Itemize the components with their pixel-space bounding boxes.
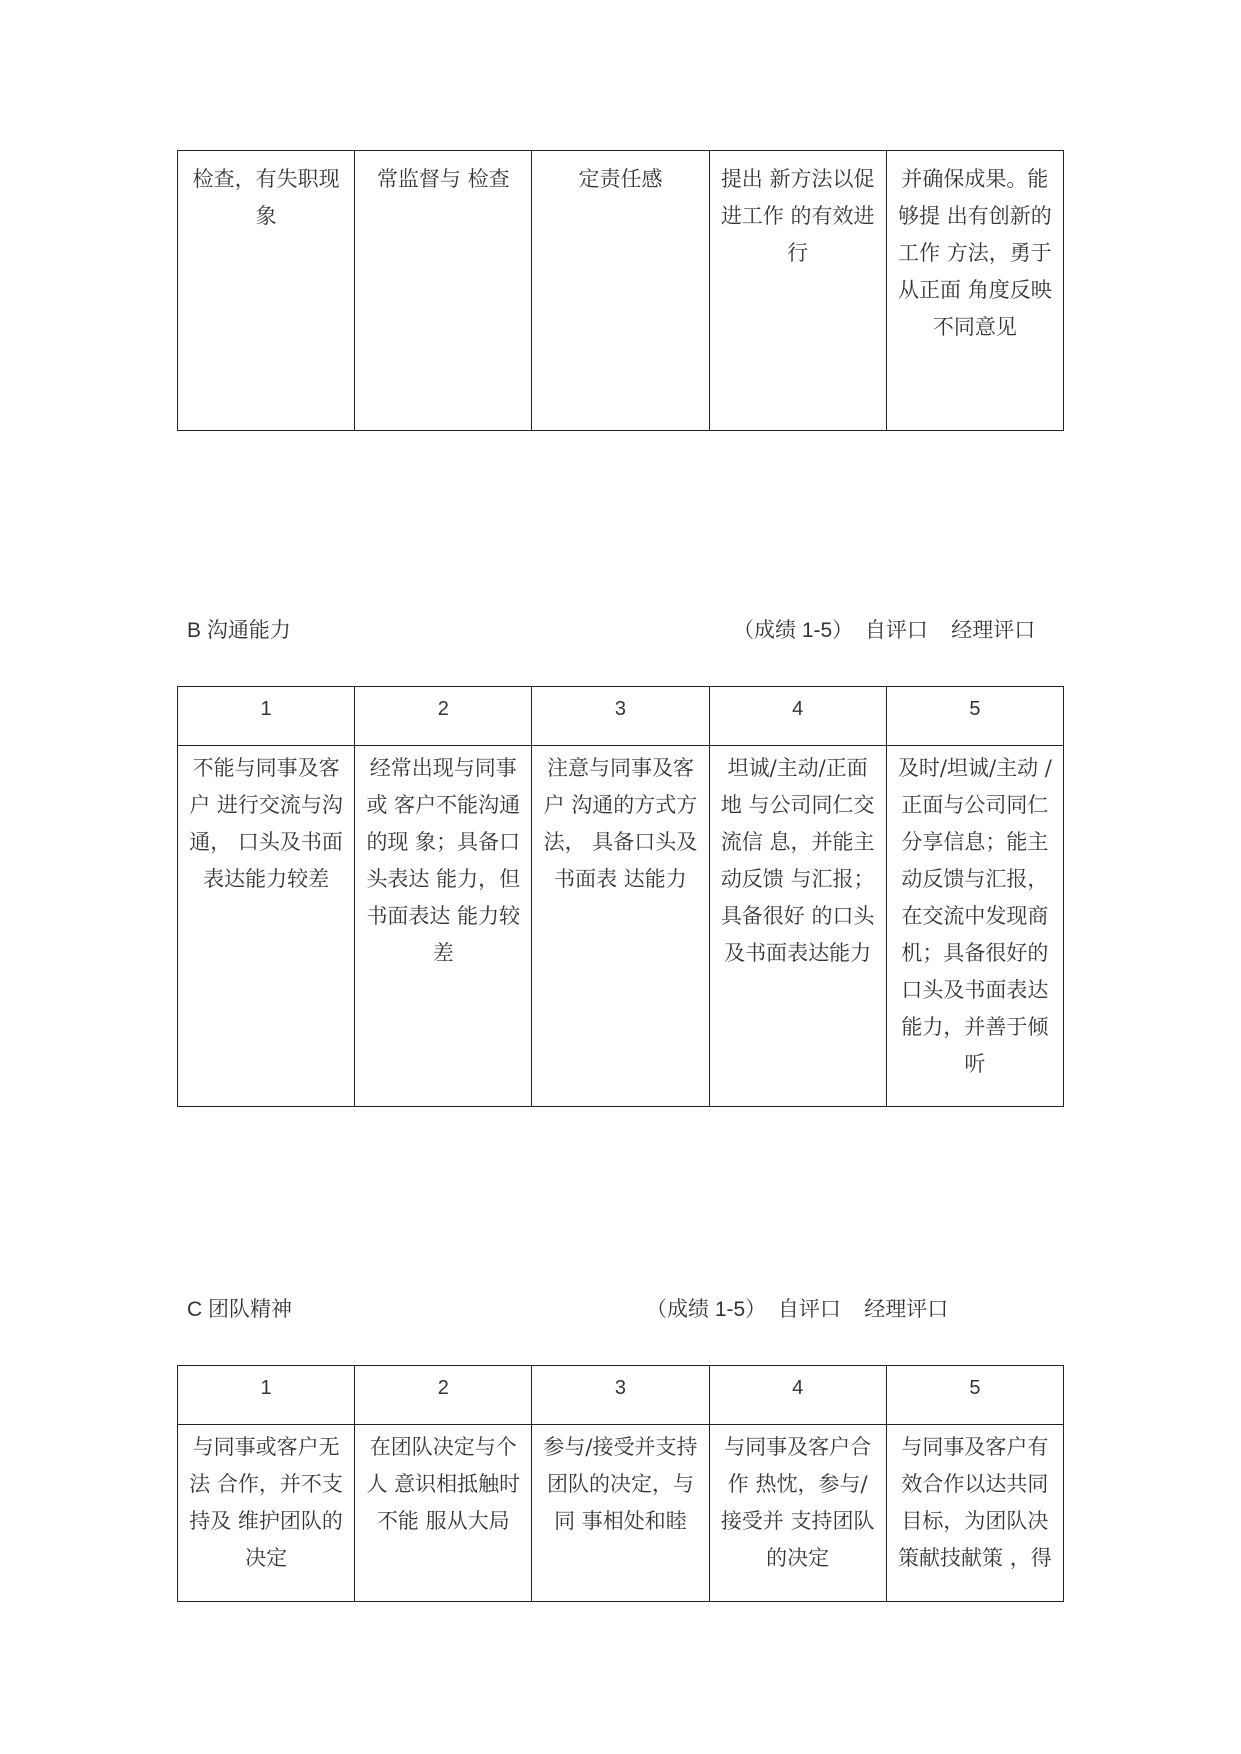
table-row xyxy=(178,746,1064,1107)
rubric-cell: 与同事及客户合作 热忱，参与/接受并 支持团队的决定 xyxy=(709,1425,886,1602)
table-header-row xyxy=(178,687,1064,746)
rubric-cell: 坦诚/主动/正面地 与公司同仁交流信 息，并能主动反馈 与汇报；具备很好 的口头及书面表达能力 xyxy=(709,746,886,1107)
section-b-title: B 沟通能力 xyxy=(187,619,291,642)
rubric-cell: 及时/坦诚/主动 /正面与公司同仁分享信息；能主动反馈与汇报，在交流中发现商机；具备很好的口头及书面表达能力，并善于倾听 xyxy=(886,746,1063,1107)
score-header: 4 xyxy=(709,687,886,746)
table-row xyxy=(178,1425,1064,1602)
rubric-cell: 不能与同事及客户 进行交流与沟通， 口头及书面 表达能力较差 xyxy=(178,746,355,1107)
score-header: 4 xyxy=(709,1366,886,1425)
score-header: 5 xyxy=(886,1366,1063,1425)
section-c-title: C 团队精神 xyxy=(187,1298,292,1321)
rubric-cell: 常监督与 检查 xyxy=(355,151,532,431)
teamwork-rubric-table xyxy=(177,1365,1064,1602)
rubric-cell: 经常出现与同事或 客户不能沟通的现 象；具备口头表达 能力，但书面表达 能力较差 xyxy=(355,746,532,1107)
score-header: 3 xyxy=(532,687,709,746)
rubric-cell: 在团队决定与个人 意识相抵触时不能 服从大局 xyxy=(355,1425,532,1602)
score-header: 5 xyxy=(886,687,1063,746)
communication-rubric-table xyxy=(177,686,1064,1107)
score-header: 1 xyxy=(178,1366,355,1425)
manager-eval-checkbox[interactable]: 经理评口 xyxy=(951,619,1036,642)
score-header: 3 xyxy=(532,1366,709,1425)
table-header-row xyxy=(178,1366,1064,1425)
score-header: 1 xyxy=(178,687,355,746)
rubric-cell: 定责任感 xyxy=(532,151,709,431)
rubric-cell: 并确保成果。能够提 出有创新的工作 方法，勇于从正面 角度反映不同意见 xyxy=(886,151,1063,431)
score-header: 2 xyxy=(355,1366,532,1425)
rubric-cell: 检查，有失职现象 xyxy=(178,151,355,431)
rubric-cell: 与同事及客户有效合作以达共同目标，为团队决策献技献策 ，得 xyxy=(886,1425,1063,1602)
score-header: 2 xyxy=(355,687,532,746)
section-c-rating xyxy=(646,1293,948,1323)
manager-eval-checkbox[interactable]: 经理评口 xyxy=(864,1298,949,1321)
rubric-cell: 参与/接受并支持 团队的决定，与同 事相处和睦 xyxy=(532,1425,709,1602)
score-range-label: （成绩 1-5） xyxy=(733,619,854,642)
continued-rubric-table xyxy=(177,150,1064,431)
rubric-cell: 提出 新方法以促进工作 的有效进行 xyxy=(709,151,886,431)
self-eval-checkbox[interactable]: 自评口 xyxy=(777,1298,841,1321)
self-eval-checkbox[interactable]: 自评口 xyxy=(864,619,928,642)
section-b-rating xyxy=(733,614,1035,644)
rubric-cell: 注意与同事及客户 沟通的方式方法， 具备口头及书面表 达能力 xyxy=(532,746,709,1107)
table-row xyxy=(178,151,1064,431)
rubric-cell: 与同事或客户无法 合作，并不支持及 维护团队的决定 xyxy=(178,1425,355,1602)
score-range-label: （成绩 1-5） xyxy=(646,1298,767,1321)
